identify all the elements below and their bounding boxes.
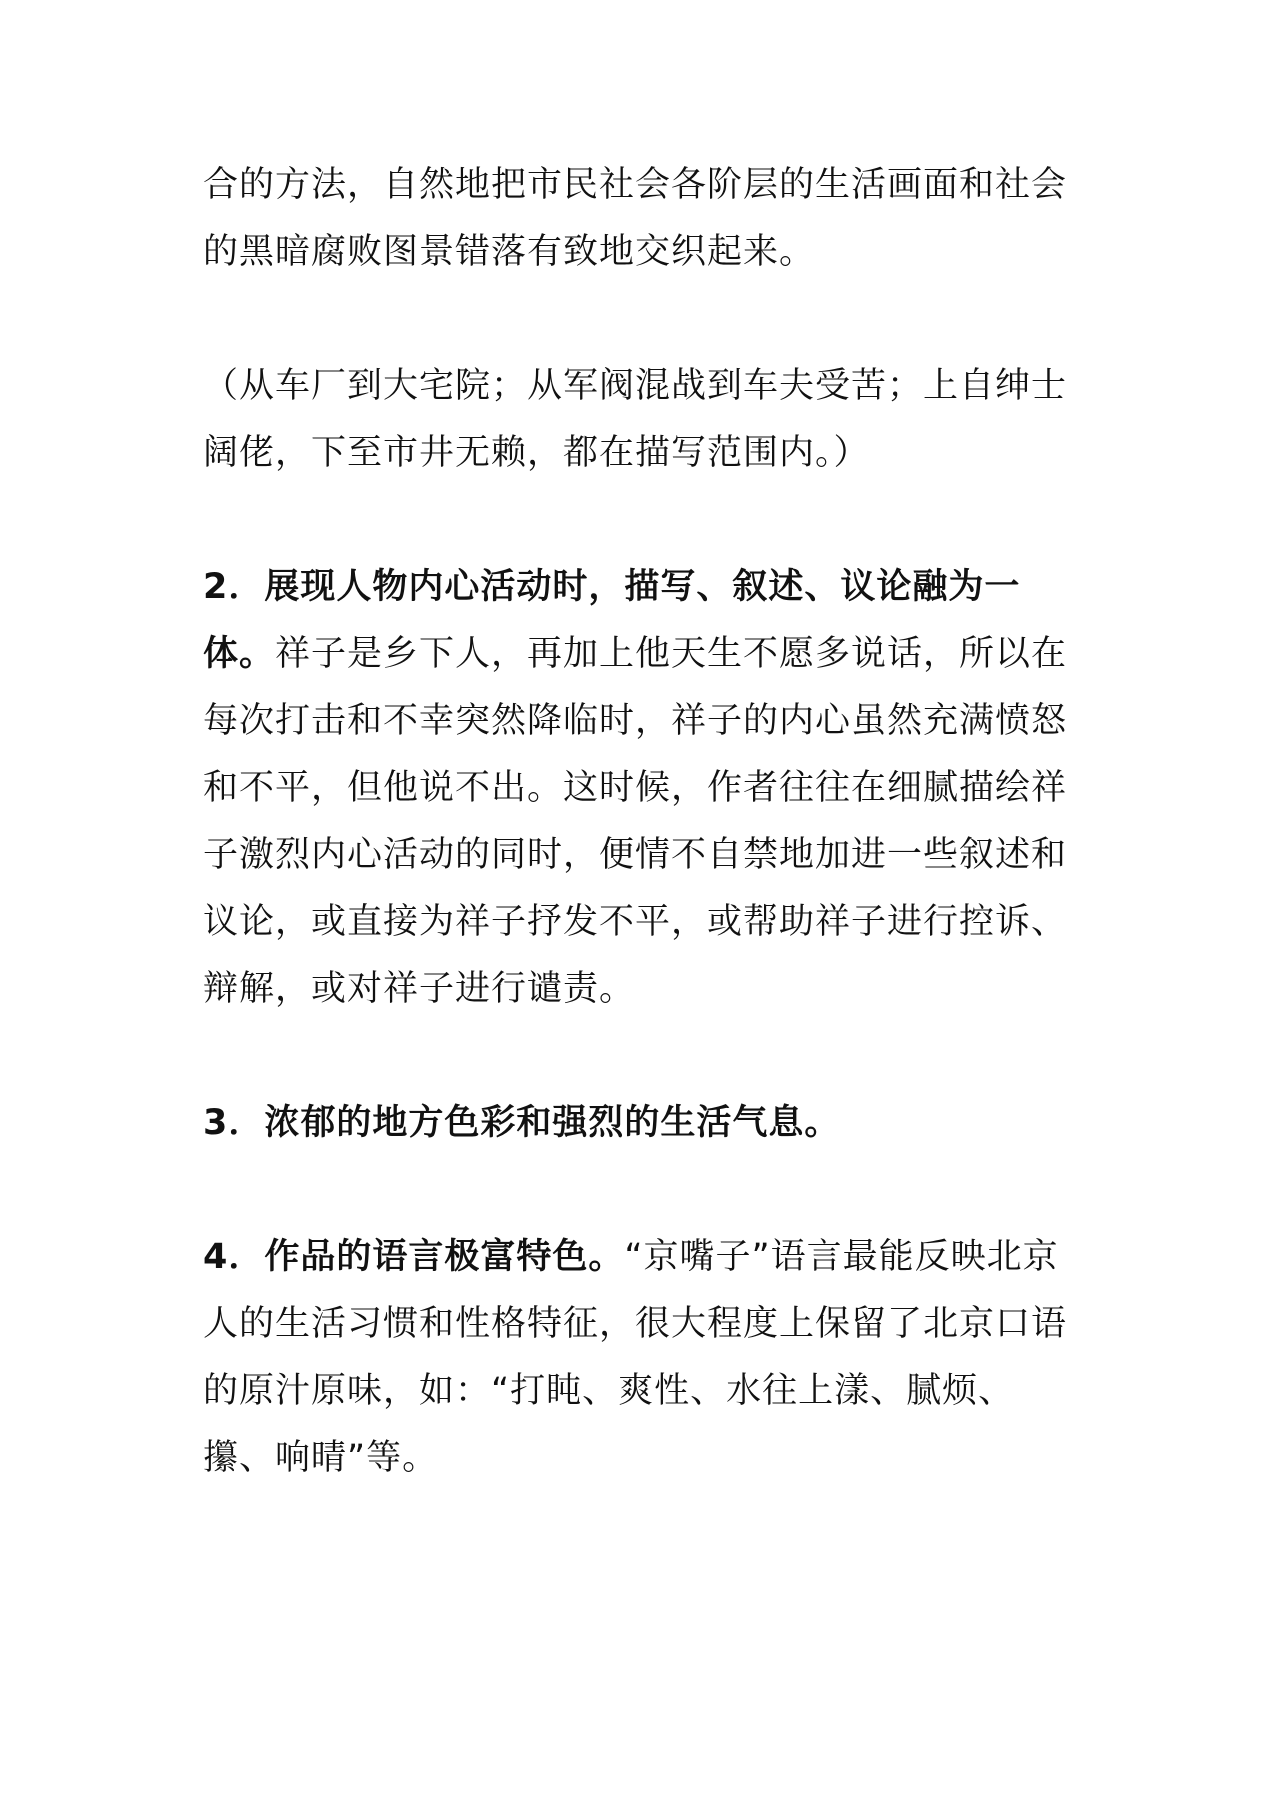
paragraph-gap [203,1023,1083,1090]
paragraph-gap [203,286,1083,353]
point-3-heading: 3．浓郁的地方色彩和强烈的生活气息。 [203,1103,841,1143]
paragraph-gap [203,1157,1083,1224]
point-4-heading: 4．作品的语言极富特色。 [203,1237,625,1277]
paragraph-gap [203,487,1083,554]
paragraph-continuation: 合的方法，自然地把市民社会各阶层的生活画面和社会的黑暗腐败图景错落有致地交织起来。 [203,165,1068,272]
document-page [203,152,1083,1492]
point-2-body: 祥子是乡下人，再加上他天生不愿多说话，所以在每次打击和不幸突然降临时，祥子的内心虽然充满愤怒和不平，但他说不出。这时候，作者往往在细腻描绘祥子激烈内心活动的同时，便情不自禁地加进一些叙述和议论，或直接为祥子抒发不平，或帮助祥子进行控诉、辩解，或对祥子进行谴责。 [203,634,1068,1009]
paragraph-point-3 [203,1090,1083,1157]
paragraph-point-4 [203,1224,1083,1492]
point-4-body: “京嘴子”语言最能反映北京人的生活习惯和性格特征，很大程度上保留了北京口语的原汁原味，如：“打盹、爽性、水往上漾、腻烦、攥、响晴”等。 [203,1237,1068,1478]
paragraph-point-2 [203,554,1083,1023]
point-2-heading: 2．展现人物内心活动时，描写、叙述、议论融为一体。 [203,567,1021,674]
paragraph-parenthetical-note: （从车厂到大宅院；从军阀混战到车夫受苦；上自绅士阔佬，下至市井无赖，都在描写范围内。） [203,366,1068,473]
